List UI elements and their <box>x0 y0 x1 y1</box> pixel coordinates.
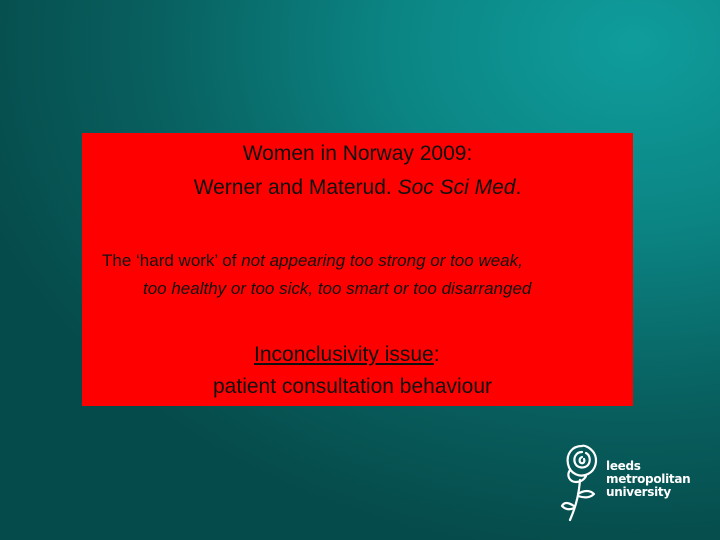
citation-journal: Soc Sci Med <box>397 176 516 199</box>
logo-line-2: metropolitan <box>606 472 691 486</box>
issue-label: Inconclusivity issue <box>254 343 434 366</box>
issue-detail: patient consultation behaviour <box>213 375 493 398</box>
issue-colon: : <box>433 343 440 366</box>
logo-line-1: leeds <box>606 459 641 473</box>
rose-icon <box>560 440 606 525</box>
quote-line-1 <box>102 251 523 271</box>
university-logo <box>560 440 710 525</box>
title-text: Women in Norway 2009: <box>242 142 473 165</box>
logo-wordmark <box>606 460 690 499</box>
logo-line-3: university <box>606 485 671 499</box>
slide-title-line-1 <box>82 142 633 166</box>
quote-line-2: too healthy or too sick, too smart or too disarranged <box>143 279 532 298</box>
citation-authors: Werner and Materud. <box>193 176 398 199</box>
slide-title-line-2 <box>82 176 633 200</box>
content-box <box>82 133 633 406</box>
quote-italic: not appearing too strong or too weak, <box>241 251 523 270</box>
quote-lead: The ‘hard work’ of <box>102 251 242 270</box>
issue-heading <box>254 343 440 367</box>
citation-period: . <box>515 176 522 199</box>
